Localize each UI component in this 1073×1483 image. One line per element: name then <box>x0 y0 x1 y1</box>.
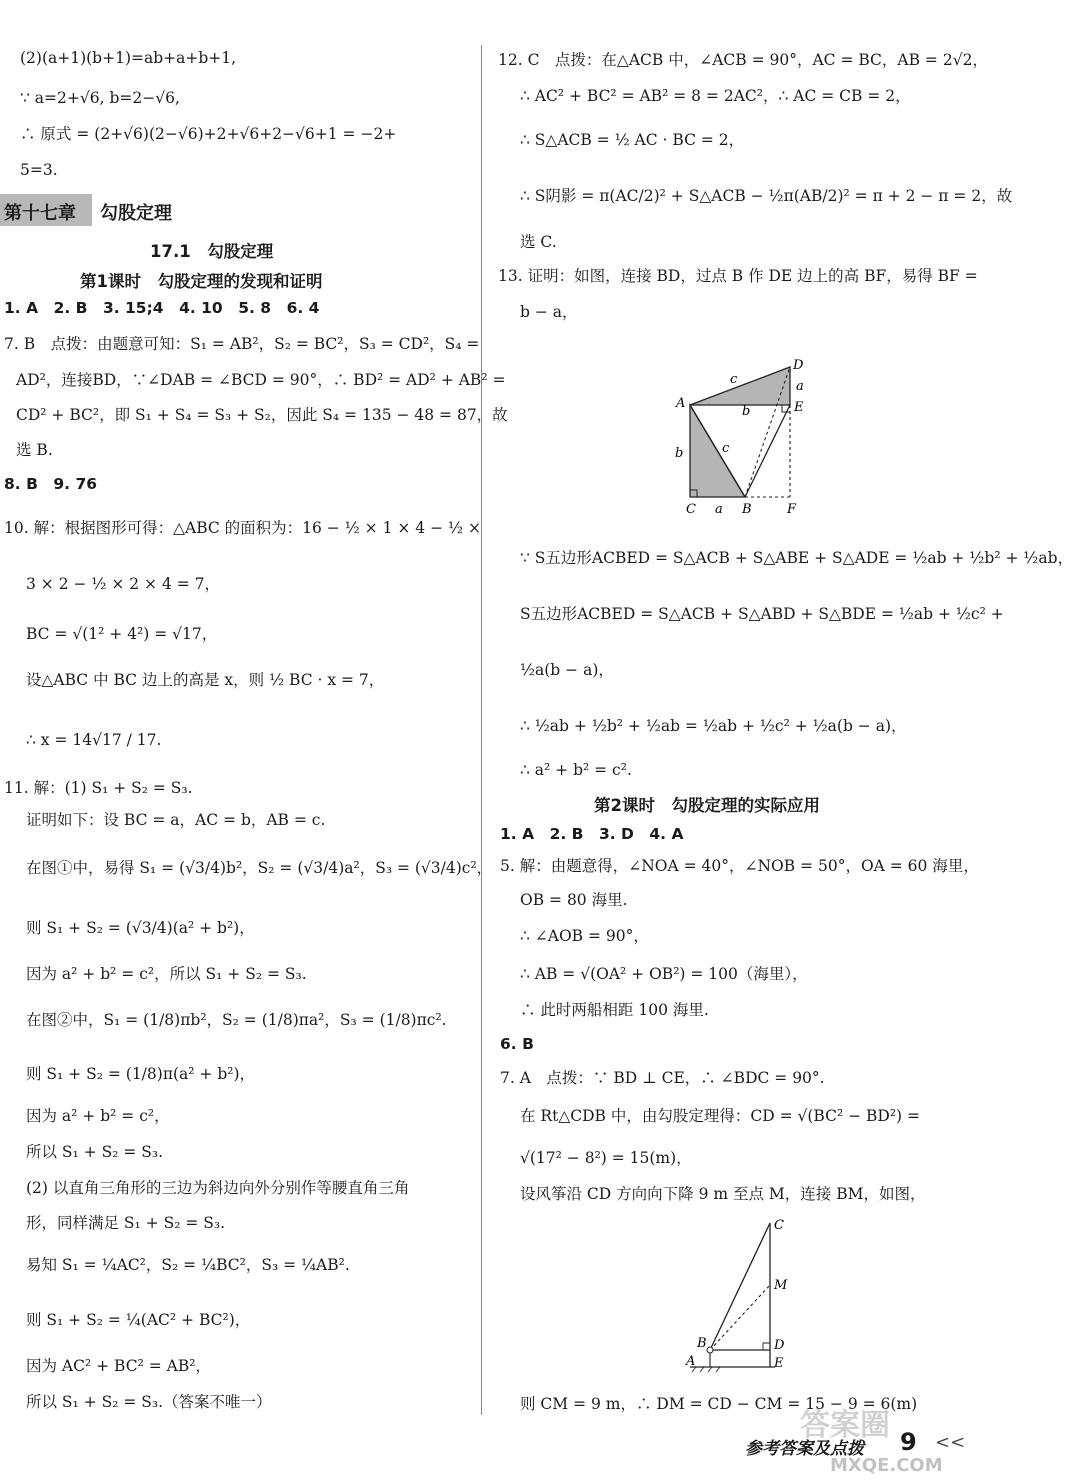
proof-figure <box>660 355 820 520</box>
lesson-title: 第2课时 勾股定理的实际应用 <box>594 796 820 815</box>
q12-line: ∴ S△ACB = ½ AC · BC = 2， <box>520 131 745 149</box>
label-a: A <box>686 1354 696 1369</box>
answer-line: 1. A 2. B 3. D 4. A <box>500 825 684 843</box>
q11-line: 所以 S₁ + S₂ = S₃. <box>26 1143 164 1161</box>
watermark-url: MXQE.COM <box>830 1455 943 1476</box>
label-b: B <box>697 1336 707 1351</box>
chevron-left-icon: << <box>935 1432 966 1453</box>
point-b-circle <box>707 1347 713 1353</box>
q12-line: 选 C. <box>520 233 557 251</box>
q5-line: ∴ 此时两船相距 100 海里. <box>520 1001 709 1019</box>
q11-line: 因为 AC² + BC² = AB²， <box>26 1357 211 1375</box>
page-number: 9 <box>900 1428 917 1456</box>
q13b-line: ∴ a² + b² = c². <box>520 761 632 779</box>
hatch <box>716 1367 720 1372</box>
right-angle-d <box>763 1343 770 1350</box>
q13b-line: ∵ S五边形ACBED = S△ACB + S△ABE + S△ADE = ½ab + ½b² + ½ab， <box>520 549 1073 567</box>
q7-line: 在 Rt△CDB 中，由勾股定理得：CD = √(BC² − BD²) = <box>520 1107 920 1125</box>
q12-line: ∴ S阴影 = π(AC/2)² + S△ACB − ½π(AB/2)² = π + 2 − π = 2，故 <box>520 187 1013 205</box>
segment-be <box>745 405 790 497</box>
q10-line: ∴ x = 14√17 / 17. <box>26 731 162 749</box>
q11-line: 则 S₁ + S₂ = (1/8)π(a² + b²)， <box>26 1065 256 1083</box>
q13-line: 13. 证明：如图，连接 BD，过点 B 作 DE 边上的高 BF，易得 BF = <box>498 267 978 285</box>
shaded-triangle-ade <box>690 367 790 405</box>
label-f: F <box>787 502 797 517</box>
answer-line: 8. B 9. 76 <box>4 475 98 493</box>
q11-line: 因为 a² + b² = c²， <box>26 1107 170 1125</box>
q11-line: 则 S₁ + S₂ = (√3/4)(a² + b²)， <box>26 919 255 937</box>
watermark-logo: 答案圈 <box>800 1408 890 1443</box>
q7-line: 选 B. <box>16 441 53 459</box>
q11-line: (2) 以直角三角形的三边为斜边向外分别作等腰直角三角 <box>26 1179 410 1197</box>
label-e: E <box>774 1356 784 1371</box>
label-d: D <box>774 1338 785 1353</box>
hatch <box>708 1367 712 1372</box>
footer-title: 参考答案及点拨 <box>745 1439 864 1459</box>
answer-line: 1. A 2. B 3. 15;4 4. 10 5. 8 6. 4 <box>4 299 320 317</box>
q12-line: ∴ AC² + BC² = AB² = 8 = 2AC²，∴ AC = CB = 2， <box>520 87 911 105</box>
column-divider <box>481 45 482 1415</box>
q11-line: 在图②中，S₁ = (1/8)πb²，S₂ = (1/8)πa²，S₃ = (1/8)πc². <box>26 1011 447 1029</box>
q5-line: ∴ AB = √(OA² + OB²) = 100（海里）， <box>520 965 808 983</box>
q7-line: AD²，连接BD，∵∠DAB = ∠BCD = 90°，∴ BD² = AD² + AB² = <box>16 371 506 389</box>
label-a-side: a <box>796 379 804 394</box>
label-a-bottom: a <box>715 502 723 517</box>
lesson-title: 第1课时 勾股定理的发现和证明 <box>80 272 323 291</box>
q7-line: √(17² − 8²) = 15(m)， <box>520 1149 692 1167</box>
label-a: A <box>676 396 686 411</box>
q5-line: 5. 解：由题意得，∠NOA = 40°，∠NOB = 50°，OA = 60 海里， <box>500 857 979 875</box>
segment-bc <box>710 1223 770 1350</box>
answer-line: 6. B <box>500 1035 534 1053</box>
chapter-tag: 第十七章 <box>4 203 76 224</box>
q13-line: b − a， <box>520 303 578 321</box>
q7-line: 7. A 点拨：∵ BD ⊥ CE，∴ ∠BDC = 90°. <box>500 1069 825 1087</box>
q7-line: CD² + BC²，即 S₁ + S₄ = S₃ + S₂，因此 S₄ = 135 − 48 = 87，故 <box>16 406 508 424</box>
q13b-line: ½a(b − a)， <box>520 661 614 679</box>
q5-line: ∴ ∠AOB = 90°， <box>520 927 649 945</box>
label-c-mid: c <box>722 441 730 456</box>
q11-line: 11. 解：(1) S₁ + S₂ = S₃. <box>4 779 193 797</box>
q10-line: 设△ABC 中 BC 边上的高是 x，则 ½ BC · x = 7， <box>26 671 385 689</box>
kite-figure <box>680 1215 810 1375</box>
label-m: M <box>774 1278 788 1293</box>
label-d: D <box>793 358 804 373</box>
q11-line: 易知 S₁ = ¼AC²，S₂ = ¼BC²，S₃ = ¼AB². <box>26 1256 350 1274</box>
label-c: C <box>774 1218 784 1233</box>
q11-line: 所以 S₁ + S₂ = S₃.（答案不唯一） <box>26 1393 272 1411</box>
q7-line: 设风筝沿 CD 方向向下降 9 m 至点 M，连接 BM，如图， <box>520 1185 926 1203</box>
chapter-header <box>0 194 470 226</box>
text-line: ∵ a=2+√6, b=2−√6, <box>20 89 180 107</box>
q13b-line: S五边形ACBED = S△ACB + S△ABD + S△BDE = ½ab + ½c² + <box>520 605 1004 623</box>
segment-bm-dashed <box>710 1285 770 1350</box>
hatch <box>700 1367 704 1372</box>
text-line: 5=3. <box>20 161 58 179</box>
q11-line: 证明如下：设 BC = a，AC = b，AB = c. <box>26 811 326 829</box>
chapter-title: 勾股定理 <box>100 203 172 224</box>
q12-line: 12. C 点拨：在△ACB 中，∠ACB = 90°，AC = BC，AB = 2√2， <box>498 51 988 69</box>
label-c-top: c <box>730 372 738 387</box>
q5-line: OB = 80 海里. <box>520 891 628 909</box>
q13b-line: ∴ ½ab + ½b² + ½ab = ½ab + ½c² + ½a(b − a)， <box>520 717 907 735</box>
label-e: E <box>794 400 804 415</box>
q10-line: 3 × 2 − ½ × 2 × 4 = 7， <box>26 575 221 593</box>
q10-line: BC = √(1² + 4²) = √17， <box>26 625 218 643</box>
q10-line: 10. 解：根据图形可得：△ABC 的面积为：16 − ½ × 1 × 4 − ½ × <box>4 519 481 537</box>
q11-line: 形，同样满足 S₁ + S₂ = S₃. <box>26 1214 226 1232</box>
q7-line: 7. B 点拨：由题意可知：S₁ = AB²，S₂ = BC²，S₃ = CD²，S₄ = <box>4 335 480 353</box>
q7-last-line: 则 CM = 9 m，∴ DM = CD − CM = 15 − 9 = 6(m) <box>520 1395 918 1413</box>
text-line: ∴ 原式 = (2+√6)(2−√6)+2+√6+2−√6+1 = −2+ <box>20 125 397 143</box>
label-c: C <box>686 502 696 517</box>
label-b: B <box>742 502 752 517</box>
label-b-top: b <box>742 404 751 419</box>
label-b-left: b <box>675 446 684 461</box>
q11-line: 在图①中，易得 S₁ = (√3/4)b²，S₂ = (√3/4)a²，S₃ = (√3/4)c²， <box>26 859 493 877</box>
q11-line: 因为 a² + b² = c²，所以 S₁ + S₂ = S₃. <box>26 965 307 983</box>
text-line: (2)(a+1)(b+1)=ab+a+b+1, <box>20 49 237 67</box>
section-title: 17.1 勾股定理 <box>150 242 274 261</box>
q11-line: 则 S₁ + S₂ = ¼(AC² + BC²)， <box>26 1311 251 1329</box>
